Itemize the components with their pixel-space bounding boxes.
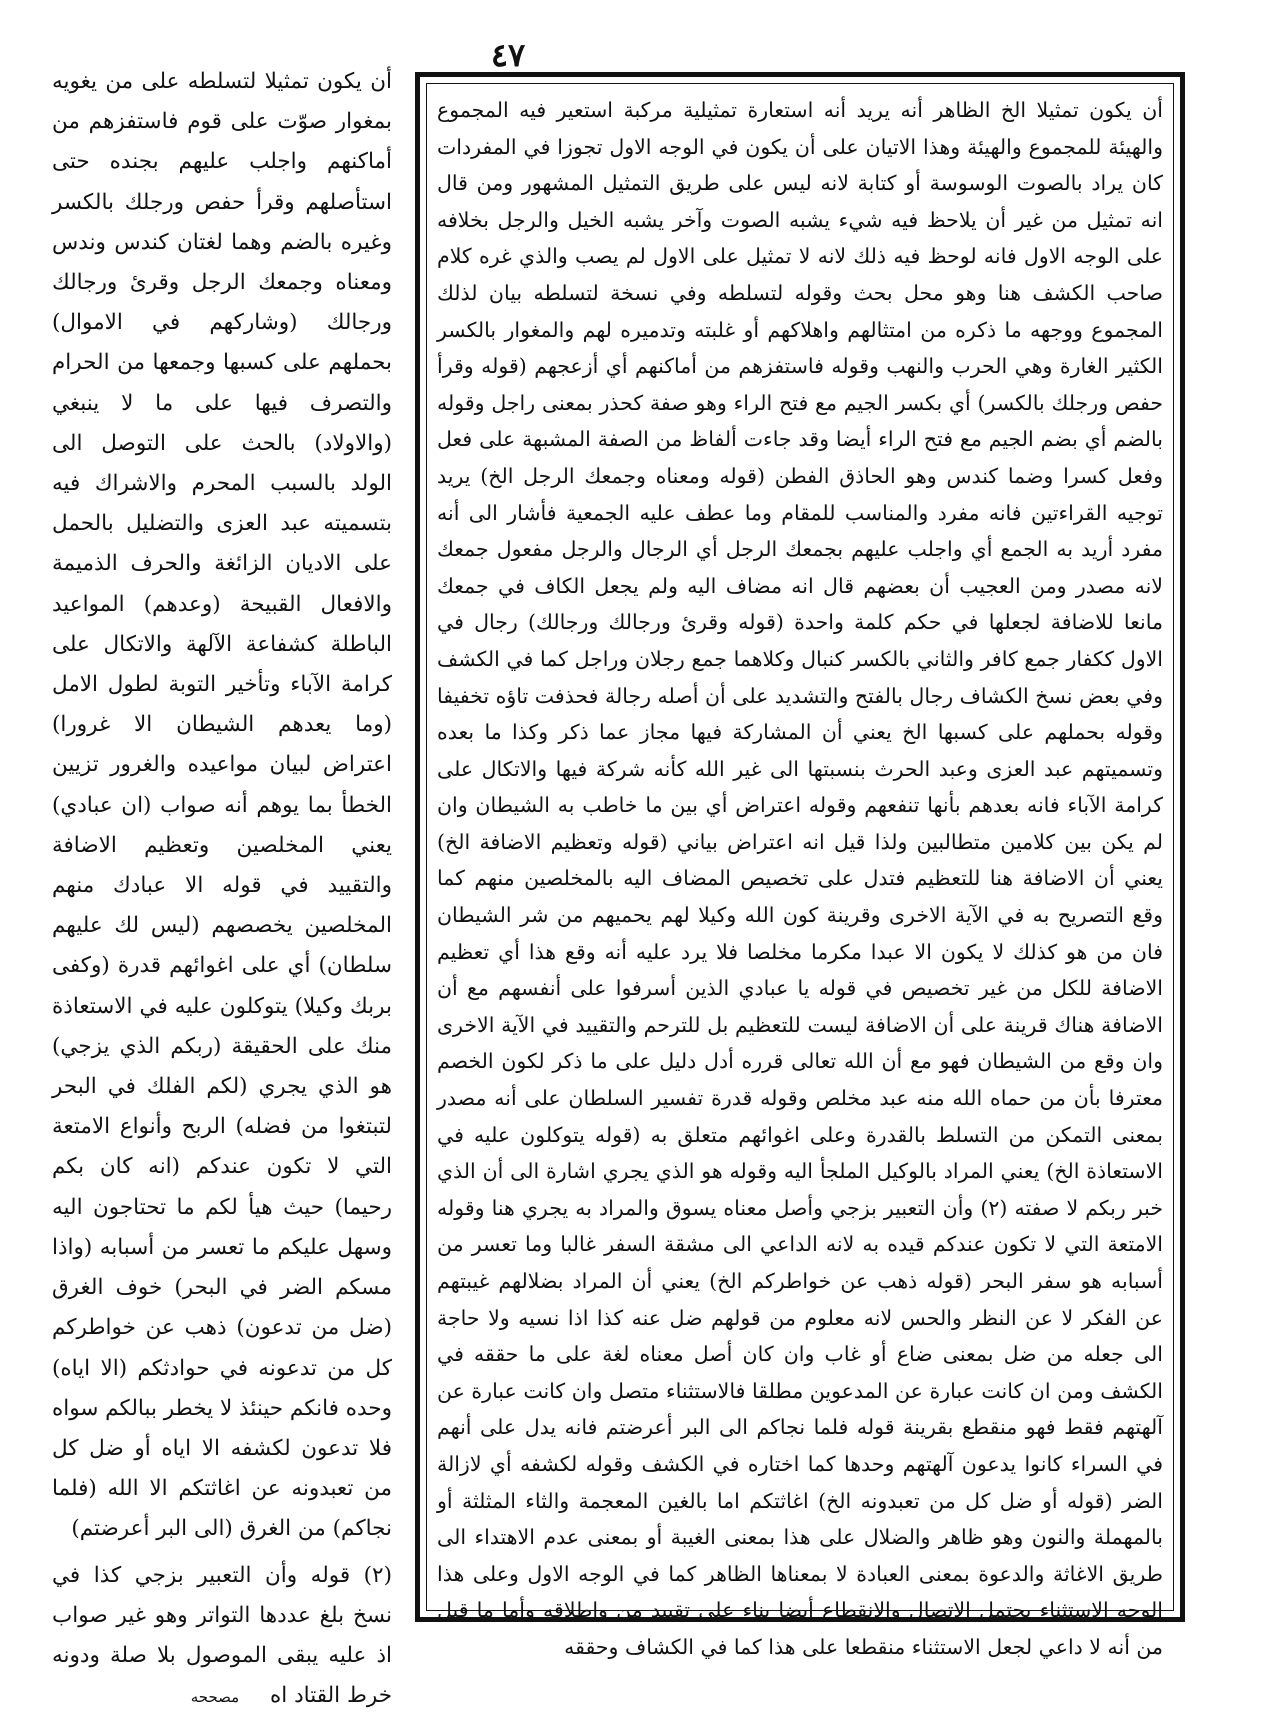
footnote-text: (٢) قوله وأن التعبير بزجي كذا في نسخ بلغ عددها التواتر وهو غير صواب اذ عليه يبقى الموصول بلا صلة ودونه خرط القتاد اه — [52, 1562, 392, 1709]
margin-text: أن يكون تمثيلا لتسلطه على من يغويه بمغوار صوّت على قوم فاستفزهم من أماكنهم واجلب عليهم بجنده حتى استأصلهم وقرأ حفص ورجلك بالكسر وغيره بالضم وهما لغتان كندس وندس ومعناه وجمعك الرجل وقرئ ورجالك ورجالك (وشاركهم في الاموال) بحملهم على كسبها وجمعها من الحرام والتصرف فيها على ما لا ينبغي (والاولاد) بالحث على التوصل الى الولد بالسبب المحرم والاشراك فيه بتسميته عبد العزى والتضليل بالحمل على الاديان الزائغة والحرف الذميمة والافعال القبيحة (وعدهم) المواعيد الباطلة كشفاعة الآلهة والاتكال على كرامة الآباء وتأخير التوبة لطول الامل (وما يعدهم الشيطان الا غرورا) اعتراض لبيان مواعيده والغرور تزيين الخطأ بما يوهم أنه صواب (ان عبادي) يعني المخلصين وتعظيم الاضافة والتقييد في قوله الا عبادك منهم المخلصين يخصصهم (ليس لك عليهم سلطان) أي على اغوائهم قدرة (وكفى بربك وكيلا) يتوكلون عليه في الاستعاذة منك على الحقيقة (ربكم الذي يزجي) هو الذي يجري (لكم الفلك في البحر لتبتغوا من فضله) الربح وأنواع الامتعة التي لا تكون عندكم (انه كان بكم رحيما) حيث هيأ لكم ما تحتاجون اليه وسهل عليكم ما تعسر من أسبابه (واذا مسكم الضر في البحر) خوف الغرق (ضل من تدعون) ذهب عن خواطركم كل من تدعونه في حوادثكم (الا اياه) وحده فانكم حينئذ لا يخطر ببالكم سواه فلا تدعون لكشفه الا اياه أو ضل كل من تعبدونه عن اغاثتكم الا الله (فلما نجاكم) من الغرق (الى البر أعرضتم) — [51, 69, 392, 1542]
page-number: ٤٧ — [490, 36, 526, 74]
main-commentary — [437, 92, 1163, 1666]
margin-footnote — [52, 1556, 392, 1717]
main-text: أن يكون تمثيلا الخ الظاهر أنه يريد أنه استعارة تمثيلية مركبة استعير فيه المجموع والهيئة للمجموع والهيئة وهذا الاتيان على أن يكون في الوجه الاول تجوزا في المفردات كان يراد بالصوت الوسوسة أو كتابة لانه ليس على طريق التمثيل المشهور ومن قال انه تمثيل من غير أن يلاحظ فيه شيء يشبه الصوت وآخر يشبه الخيل والرجل بخلافه على الوجه الاول فانه لوحظ فيه ذلك لانه لا تمثيل على الاول لم يصب والذي غره كلام صاحب الكشف هنا وهو محل بحث وقوله لتسلطه وفي نسخة لتسلطه بيان لذلك المجموع ووجهه ما ذكره من امتثالهم واهلاكهم أو غلبته وتدميره لهم والمغوار بالكسر الكثير الغارة وهي الحرب والنهب وقوله فاستفزهم من أماكنهم أي أزعجهم (قوله وقرأ حفص ورجلك بالكسر) أي بكسر الجيم مع فتح الراء وهو صفة كحذر بمعنى راجل وقوله بالضم أي بضم الجيم مع فتح الراء أيضا وقد جاءت ألفاظ من الصفة المشبهة على فعل وفعل كسرا وضما كندس وهو الحاذق الفطن (قوله ومعناه وجمعك الرجل الخ) يريد توجيه القراءتين فانه مفرد والمناسب للمقام وما عطف عليه الجمعية فأشار الى أنه مفرد أريد به الجمع أي واجلب عليهم بجمعك الرجل أي الرجال والرجل مفعول جمعك لانه مصدر ومن العجيب أن بعضهم قال انه مضاف اليه ولم يجعل الكاف في جمعك مانعا للاضافة لجعلها في حكم كلمة واحدة (قوله وقرئ ورجالك ورجالك) رجال في الاول ككفار جمع كافر والثاني بالكسر كنبال وكلاهما جمع رجلان وراجل كما في الكشف وفي بعض نسخ الكشاف رجال بالفتح والتشديد على أن أصله رجالة فحذفت تاؤه تخفيفا وقوله بحملهم على كسبها الخ يعني أن المشاركة فيها مجاز عما ذكر وكذا ما بعده وتسميتهم عبد العزى وعبد الحرث بنسبتها الى غير الله كأنه شركة فيها والاتكال على كرامة الآباء فانه بعدهم بأنها تنفعهم وقوله اعتراض أي بين ما خاطب به الشيطان وان لم يكن بين كلامين متطالبين ولذا قيل انه اعتراض بياني (قوله وتعظيم الاضافة الخ) يعني أن الاضافة هنا للتعظيم فتدل على تخصيص المضاف اليه بالمخلصين منهم كما وقع التصريح به في الآية الاخرى وقرينة كون الله وكيلا لهم يحميهم من شر الشيطان فان من هو كذلك لا يكون الا عبدا مكرما مخلصا فلا يرد عليه أنه وقع هذا أي تعظيم الاضافة للكل من غير تخصيص في قوله يا عبادي الذين أسرفوا على أنفسهم مع أن الاضافة هناك قرينة على أن الاضافة ليست للتعظيم بل للترحم والتقييد في الآية الاخرى وان وقع من الشيطان فهو مع أن الله تعالى قرره أدل دليل على ما ذكر لكون الخصم معترفا بأن من حماه الله منه عبد مخلص وقوله قدرة تفسير السلطان على أنه مصدر بمعنى التمكن من التسلط بالقدرة وعلى اغوائهم متعلق به (قوله يتوكلون عليه في الاستعاذة الخ) يعني المراد بالوكيل الملجأ اليه وقوله هو الذي يجري اشارة الى أن الذي خبر ربكم لا صفته (٢) وأن التعبير بزجي وأصل معناه يسوق والمراد به يجري هنا وقوله الامتعة التي لا تكون عندكم قيده به لانه الداعي الى مشقة السفر غالبا وما تعسر من أسبابه هو سفر البحر (قوله ذهب عن خواطركم الخ) يعني أن المراد بضلالهم غيبتهم عن الفكر لا عن النظر والحس لانه معلوم من قولهم ضل عنه كذا اذا نسيه ولا حاجة الى جعله من ضل بمعنى ضاع أو غاب وان كان أصل معناه لغة على ما حققه في الكشف ومن ان كانت عبارة عن المدعوين مطلقا فالاستثناء متصل وان كانت عبارة عن آلهتهم فقط فهو منقطع بقرينة قوله فلما نجاكم الى البر أعرضتم فانه يدل على أنهم في السراء كانوا يدعون آلهتهم وحدها كما اختاره في الكشف وقوله لكشفه أي لازالة الضر (قوله أو ضل كل من تعبدونه الخ) اغاثتكم اما بالغين المعجمة والثاء المثلثة أو بالمهملة والنون وهو ظاهر والضلال على هذا بمعنى الغيبة أو بمعنى عدم الاهتداء الى طريق الاغاثة والدعوة بمعنى العبادة لا بمعناها الظاهر كما في الوجه الاول وعلى هذا الوجه الاستثناء يحتمل الاتصال والانقطاع أيضا بناء على تقييد من واطلاقه وأما ما قيل من أنه لا داعي لجعل الاستثناء منقطعا على هذا كما في الكشاف وحققه — [437, 98, 1164, 1659]
corrector-signature: مصححه — [190, 1688, 240, 1707]
main-text-inner-border — [426, 83, 1174, 1659]
main-text-frame — [415, 72, 1185, 1659]
margin-commentary — [51, 62, 392, 1709]
